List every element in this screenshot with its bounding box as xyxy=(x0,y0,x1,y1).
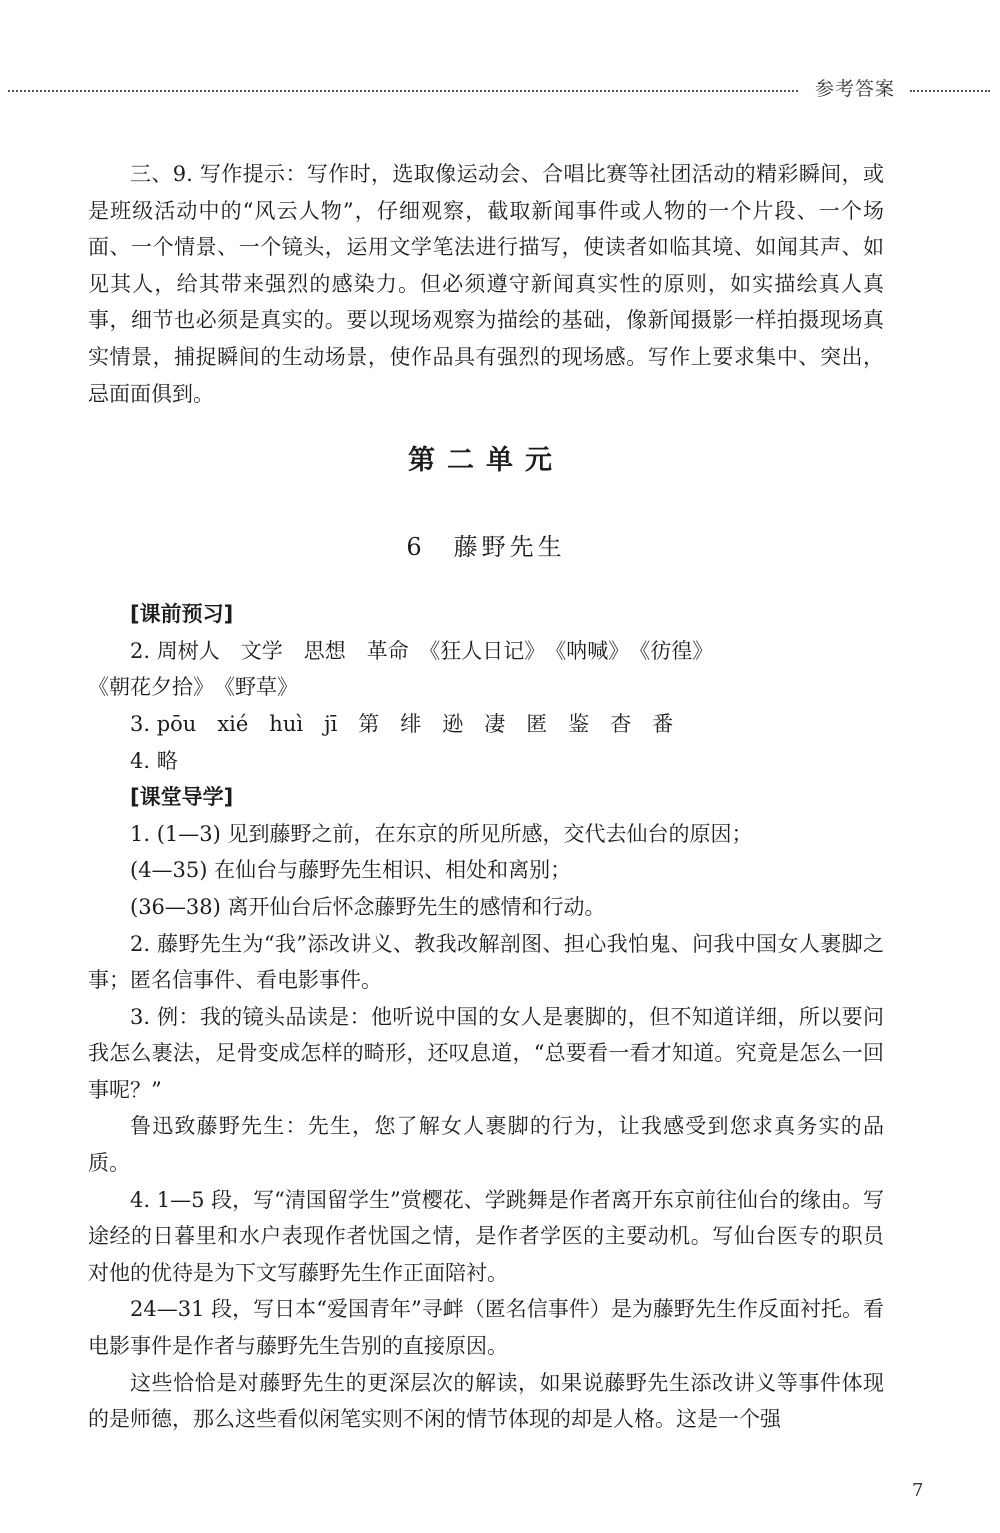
section-label-preview: [课前预习] xyxy=(130,602,234,627)
header-title: 参考答案 xyxy=(815,78,896,100)
section-label-class: [课堂导学] xyxy=(130,785,234,810)
class-answer-3-letter: 鲁迅致藤野先生：先生，您了解女人裹脚的行为，让我感受到您求真务实的品质。 xyxy=(88,1114,884,1176)
writing-tip-paragraph: 三、9. 写作提示：写作时，选取像运动会、合唱比赛等社团活动的精彩瞬间，或是班级活动中的“风云人物”，仔细观察，截取新闻事件或人物的一个片段、一个场面、一个情景、一个镜头，运用文学笔法进行描写，使读者如临其境、如闻其声、如见其人，给其带来强烈的感染力。但必须遵守新闻真实性的原则，如实描绘真人真事，细节也必须是真实的。要以现场观察为描绘的基础，像新闻摄影一样拍摄现场真实情景，捕捉瞬间的生动场景，使作品具有强烈的现场感。写作上要求集中、突出，忌面面俱到。 xyxy=(88,162,884,406)
class-answer-2: 2. 藤野先生为“我”添改讲义、教我改解剖图、担心我怕鬼、问我中国女人裹脚之事；匿名信事件、看电影事件。 xyxy=(88,931,884,993)
class-answer-3: 3. 例：我的镜头品读是：他听说中国的女人是裹脚的，但不知道详细，所以要问我怎么裹法，足骨变成怎样的畸形，还叹息道，“总要看一看才知道。究竟是怎么一回事呢？” xyxy=(88,1004,884,1102)
lesson-title: 6 藤野先生 xyxy=(406,533,566,562)
preview-answer-2: 2. 周树人 文学 思想 革命 《狂人日记》 《呐喊》 《彷徨》 xyxy=(130,638,714,663)
header-dotted-rule-right xyxy=(910,90,990,92)
class-answer-4-contrast: 24—31 段，写日本“爱国青年”寻衅（匿名信事件）是为藤野先生作反面衬托。看电影事件是作者与藤野先生告别的直接原因。 xyxy=(88,1297,884,1359)
unit-title: 第二单元 xyxy=(408,445,564,477)
class-answer-4: 4. 1—5 段，写“清国留学生”赏樱花、学跳舞是作者离开东京前往仙台的缘由。写途经的日暮里和水户表现作者忧国之情，是作者学医的主要动机。写仙台医专的职员对他的优待是为下文写藤野先生作正面陪衬。 xyxy=(88,1187,884,1285)
page-number: 7 xyxy=(912,1480,924,1501)
class-answer-1a: 1. (1—3) 见到藤野之前，在东京的所见所感，交代去仙台的原因； xyxy=(130,821,753,846)
running-header xyxy=(0,72,1000,102)
preview-answer-3: 3. pōu xié huì jī 第 绯 逊 凄 匿 鉴 杳 番 xyxy=(130,711,674,736)
preview-answer-4: 4. 略 xyxy=(130,748,178,773)
page-content xyxy=(88,156,884,1438)
header-dotted-rule-left xyxy=(8,90,798,92)
class-answer-1b: (4—35) 在仙台与藤野先生相识、相处和离别； xyxy=(130,858,572,883)
class-answer-4-analysis: 这些恰恰是对藤野先生的更深层次的解读，如果说藤野先生添改讲义等事件体现的是师德，那么这些看似闲笔实则不闲的情节体现的却是人格。这是一个强 xyxy=(88,1370,884,1432)
class-answer-1c: (36—38) 离开仙台后怀念藤野先生的感情和行动。 xyxy=(130,894,606,919)
preview-answer-2-cont: 《朝花夕拾》 《野草》 xyxy=(88,675,298,700)
